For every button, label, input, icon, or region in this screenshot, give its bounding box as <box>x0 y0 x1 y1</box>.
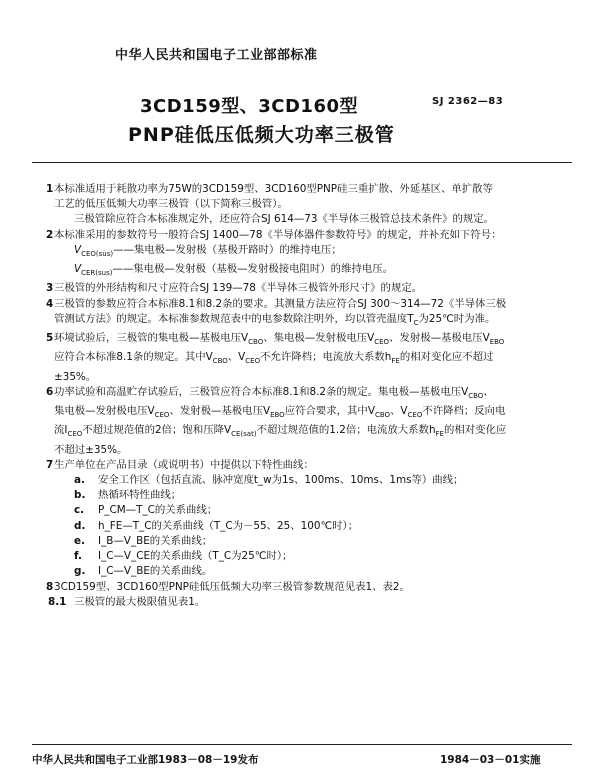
clause-number: 8.1 <box>48 595 67 608</box>
document-title-line1: 3CD159型、3CD160型 <box>140 96 358 117</box>
list-item <box>54 564 580 579</box>
symbol: V <box>74 263 82 276</box>
symbol-subscript: CBO <box>212 357 228 366</box>
text-run: 、V <box>390 405 408 418</box>
text-run: 流I <box>54 424 68 437</box>
clause-number: 3 <box>46 282 54 295</box>
text-run: 不超过规范值的1.2倍；电流放大系数h <box>256 424 436 437</box>
symbol-definition-2 <box>54 262 580 281</box>
text-run: 环境试验后，三极管的集电极—基极电压V <box>54 332 249 345</box>
list-letter: b. <box>74 489 86 502</box>
symbol-subscript: CBO <box>248 338 264 347</box>
issue-date: 中华人民共和国电子工业部1983－08－19发布 <box>32 754 259 766</box>
clause-text: 3CD159型、3CD160型PNP硅低压低频大功率三极管参数规范见表1、表2。 <box>54 580 410 593</box>
text-run: 不允许降档；电流放大系数h <box>260 351 392 364</box>
symbol-meaning: ——集电极—发射极（基极—发射极接电阻时）的维持电压。 <box>112 263 394 276</box>
document-title-line2: PNP硅低压低频大功率三极管 <box>128 124 395 146</box>
clause-1-continuation: 工艺的低压低频大功率三极管（以下简称三极管）。 <box>54 198 288 211</box>
symbol-subscript: FE <box>391 357 400 366</box>
text-run: 、V <box>227 351 246 364</box>
clause-number: 5 <box>46 332 54 345</box>
clause-1-note: 三极管除应符合本标准规定外，还应符合SJ 614—73《半导体三极管总技术条件》的规定。 <box>74 213 495 226</box>
list-text: 热循环特性曲线； <box>98 489 182 502</box>
list-item <box>54 488 580 503</box>
list-letter: a. <box>74 474 85 487</box>
list-text: I_B—V_BE的关系曲线； <box>98 534 213 547</box>
text-run: 、发射极—基极电压V <box>169 405 271 418</box>
clause-text: 三极管的最大极限值见表1。 <box>74 595 206 608</box>
text-run: 不超过规范值的2倍；饱和压降V <box>82 424 232 437</box>
clause-3 <box>46 281 580 296</box>
clause-6-continuation-2 <box>54 423 580 442</box>
clause-number: 1 <box>46 183 54 195</box>
clause-number: 6 <box>46 385 54 398</box>
clause-text: 本标准适用于耗散功率为75W的3CD159型、3CD160型PNP硅三重扩散、外延基区、单扩散等 <box>54 183 493 195</box>
symbol-subscript: CEO <box>154 411 170 420</box>
list-item <box>54 534 580 549</box>
footer-divider <box>32 744 572 745</box>
symbol-subscript: EBO <box>270 411 285 420</box>
clause-1 <box>46 182 580 197</box>
clause-7 <box>46 458 580 473</box>
symbol-subscript: C <box>413 318 419 327</box>
list-text: P_CM—T_C的关系曲线； <box>98 504 218 517</box>
text-run: 、发射极—基极电压V <box>389 332 490 345</box>
list-text: h_FE—T_C的关系曲线（T_C为－55、25、100℃时）； <box>98 519 359 532</box>
list-letter: g. <box>74 565 86 578</box>
symbol-subscript: CEO(sus) <box>81 249 114 258</box>
clause-text: 三极管的参数应符合本标准8.1和8.2条的要求。其测量方法应符合SJ 300～314—72《半导体三极 <box>54 297 507 310</box>
list-item <box>54 519 580 534</box>
clause-number: 8 <box>46 580 54 593</box>
list-text: I_C—V_CE的关系曲线（T_C为25℃时）； <box>98 550 293 563</box>
clause-8 <box>46 580 580 595</box>
clause-6: 6 功率试验和高温贮存试验后，三极管应符合本标准8.1和8.2条的规定。集电极—基极电压$V_{CBO}$、 <box>46 385 494 400</box>
list-item <box>54 503 580 518</box>
list-letter: e. <box>74 534 85 547</box>
text-run: 的相对变化应 <box>443 424 507 437</box>
symbol-subscript: FE <box>435 430 444 439</box>
text-run: 集电极—发射极电压V <box>54 405 155 418</box>
clause-text: 生产单位在产品目录（或说明书）中提供以下特性曲线： <box>54 458 314 471</box>
clause-6-tail: 不超过±35%。 <box>54 443 128 456</box>
clause-4-continuation <box>54 312 580 331</box>
list-item <box>54 473 580 488</box>
list-text: 安全工作区（包括直流、脉冲宽度t_w为1s、100ms、10ms、1ms等）曲线； <box>98 474 464 487</box>
clause-2 <box>46 228 580 243</box>
effective-date: 1984－03－01实施 <box>440 754 541 766</box>
symbol-subscript: CEO <box>407 411 423 420</box>
symbol-subscript: CEO <box>245 357 261 366</box>
symbol-definition-1 <box>54 243 580 262</box>
clause-5-continuation <box>54 350 580 369</box>
text-run: 、集电极—发射极电压V <box>263 332 375 345</box>
symbol-subscript: CBO <box>374 411 391 420</box>
clause-text: 三极管的外形结构和尺寸应符合SJ 139—78《半导体三极管外形尺寸》的规定。 <box>54 282 423 295</box>
symbol-subscript: CBO <box>468 391 484 400</box>
list-letter: c. <box>74 504 85 517</box>
text-run: 应符合要求，其中V <box>284 405 375 418</box>
text-run: 的相对变化应不超过 <box>399 351 494 364</box>
text-run: 不许降档；反向电 <box>422 405 506 418</box>
symbol-subscript: EBO <box>489 338 505 347</box>
list-text: I_C—V_BE的关系曲线。 <box>98 565 213 578</box>
clause-4 <box>46 297 580 312</box>
symbol-subscript: CER(sus) <box>81 269 113 278</box>
clause-5-tail: ±35%。 <box>54 370 97 383</box>
clause-text: 本标准采用的参数符号一般符合SJ 1400—78《半导体器件参数符号》的规定，并补充如下符号： <box>54 228 502 241</box>
list-letter: f. <box>74 550 82 563</box>
text-run: 管测试方法》的规定。本标准参数规范表中的电参数除注明外，均以管壳温度T <box>54 312 414 325</box>
list-letter: d. <box>74 519 86 532</box>
clause-8-1 <box>48 595 580 610</box>
clause-number: 2 <box>46 228 54 241</box>
symbol-subscript: CE(sat) <box>231 430 257 439</box>
symbol-subscript: CEO <box>374 338 390 347</box>
header-divider <box>32 162 572 163</box>
text-run: 应符合本标准8.1条的规定。其中V <box>54 351 213 364</box>
list-item <box>54 549 580 564</box>
clause-5 <box>46 331 580 350</box>
symbol: V <box>74 243 82 256</box>
text-run: 为25℃时为准。 <box>418 312 496 325</box>
symbol-meaning: ——集电极—发射极（基极开路时）的维持电压； <box>113 243 342 256</box>
clause-6-continuation-1 <box>54 404 580 423</box>
document-body <box>46 182 580 610</box>
symbol-subscript: CEO <box>67 430 83 439</box>
standard-number: SJ 2362—83 <box>432 96 504 107</box>
clause-number: 4 <box>46 297 54 310</box>
issuing-organization: 中华人民共和国电子工业部部标准 <box>115 48 318 63</box>
text-run: 功率试验和高温贮存试验后，三极管应符合本标准8.1和8.2条的规定。集电极—基极电压V <box>54 385 469 398</box>
clause-number: 7 <box>46 458 54 471</box>
